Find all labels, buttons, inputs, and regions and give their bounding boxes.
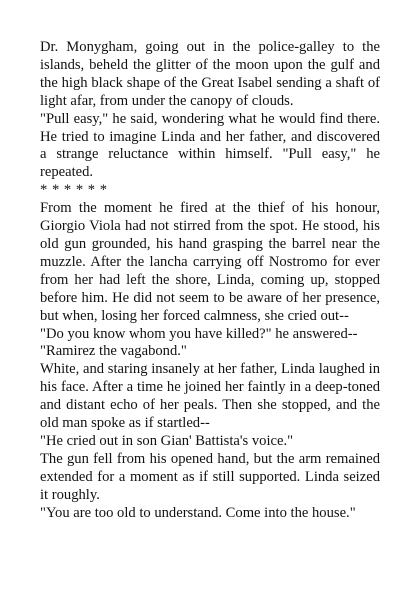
paragraph-galley: Dr. Monygham, going out in the police-galley to the islands, beheld the glitter of the moon upon the gulf and the high black shape of the Great Isabel sending a shaft of light afar, from under the canopy of clouds. — [40, 39, 380, 109]
paragraph-pull-easy: "Pull easy," he said, wondering what he would find there. He tried to imagine Linda and her father, and discovered a strange reluctance within himself. "Pull easy," he repeated. — [40, 110, 380, 181]
paragraph-gun-fell: The gun fell from his opened hand, but the arm remained extended for a moment as if still supported. Linda seized it roughly. — [40, 450, 380, 503]
paragraph-question: "Do you know whom you have killed?" he answered-- — [40, 325, 358, 342]
document-page — [40, 39, 380, 522]
paragraph-too-old: "You are too old to understand. Come into the house." — [40, 504, 356, 521]
paragraph-linda-laughed: White, and staring insanely at her father, Linda laughed in his face. After a time he joined her faintly in a deep-toned and distant echo of her peals. Then she stopped, and the old man spoke as if startled-- — [40, 361, 380, 432]
paragraph-viola: From the moment he fired at the thief of his honour, Giorgio Viola had not stirred from the spot. He stood, his old gun grounded, his hand grasping the barrel near the muzzle. After the lancha carrying off Nostromo for ever from her had left the shore, Linda, coming up, stopped before him. He did not seem to be aware of her presence, but when, losing her forced calmness, she cried out-- — [40, 200, 380, 324]
paragraph-ramirez: "Ramirez the vagabond." — [40, 343, 187, 360]
section-separator: * * * * * * — [40, 182, 108, 199]
paragraph-gian-battista: "He cried out in son Gian' Battista's voice." — [40, 432, 294, 449]
